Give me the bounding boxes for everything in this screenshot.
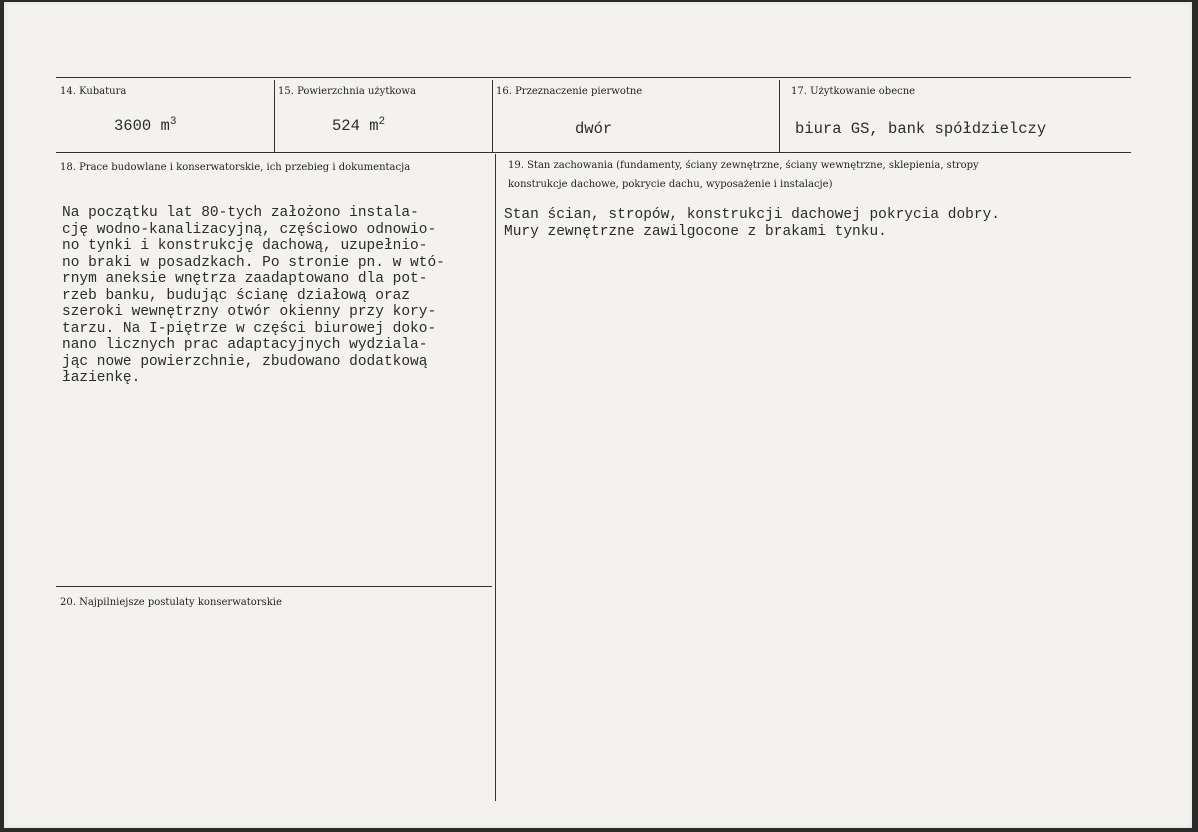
field15-value: 524 $m^2$	[332, 116, 386, 136]
field19-line: Stan ścian, stropów, konstrukcji dachowej pokrycia dobry.	[504, 207, 1000, 223]
field18-line: szeroki wewnętrzny otwór okienny przy kory-	[62, 304, 437, 320]
field18-line: cję wodno-kanalizacyjną, częściowo odnowio-	[62, 221, 437, 238]
field18-line: Na początku lat 80-tych założono instala-	[62, 205, 419, 221]
row1-bottom-rule	[56, 152, 1131, 153]
field18-line: no braki w posadzkach. Po stronie pn. w wtó-	[62, 254, 445, 271]
col-divider-3	[779, 80, 780, 152]
field19-text	[504, 207, 1000, 240]
field19-line: Mury zewnętrzne zawilgocone z brakami tynku.	[504, 223, 887, 240]
field18-line: rzeb banku, budując ścianę działową oraz	[62, 287, 411, 304]
field18-line: tarzu. Na I-piętrze w części biurowej doko-	[62, 320, 437, 337]
field18-text	[62, 205, 445, 387]
field20-label: 20. Najpilniejsze postulaty konserwatorskie	[60, 597, 282, 608]
field18-line: jąc nowe powierzchnie, zbudowano dodatkową	[62, 353, 428, 370]
field14-value: 3600 $m^3$	[114, 116, 177, 136]
record-card	[4, 2, 1192, 828]
field19-label-line2: konstrukcje dachowe, pokrycie dachu, wyposażenie i instalacje)	[508, 179, 833, 190]
main-divider	[495, 154, 496, 801]
field16-value: dwór	[575, 120, 613, 138]
field18-label: 18. Prace budowlane i konserwatorskie, ich przebieg i dokumentacja	[60, 162, 411, 173]
field18-line: łazienkę.	[62, 370, 141, 386]
field18-line: rnym aneksie wnętrza zaadaptowano dla pot-	[62, 271, 428, 287]
col-divider-1	[274, 80, 275, 152]
field18-line: no tynki i konstrukcję dachową, uzupełnio-	[62, 238, 428, 254]
field14-label: 14. Kubatura	[60, 86, 127, 97]
field19-label-line1: 19. Stan zachowania (fundamenty, ściany zewnętrzne, ściany wewnętrzne, sklepienia, stropy	[508, 160, 979, 171]
col-divider-2	[492, 80, 493, 152]
top-rule	[56, 77, 1131, 78]
field18-line: nano licznych prac adaptacyjnych wydziala-	[62, 337, 428, 353]
section18-bottom-rule	[56, 586, 492, 587]
field15-label: 15. Powierzchnia użytkowa	[278, 86, 416, 97]
field17-label: 17. Użytkowanie obecne	[791, 86, 916, 97]
field17-value: biura GS, bank spółdzielczy	[795, 120, 1047, 138]
field16-label: 16. Przeznaczenie pierwotne	[496, 86, 643, 97]
